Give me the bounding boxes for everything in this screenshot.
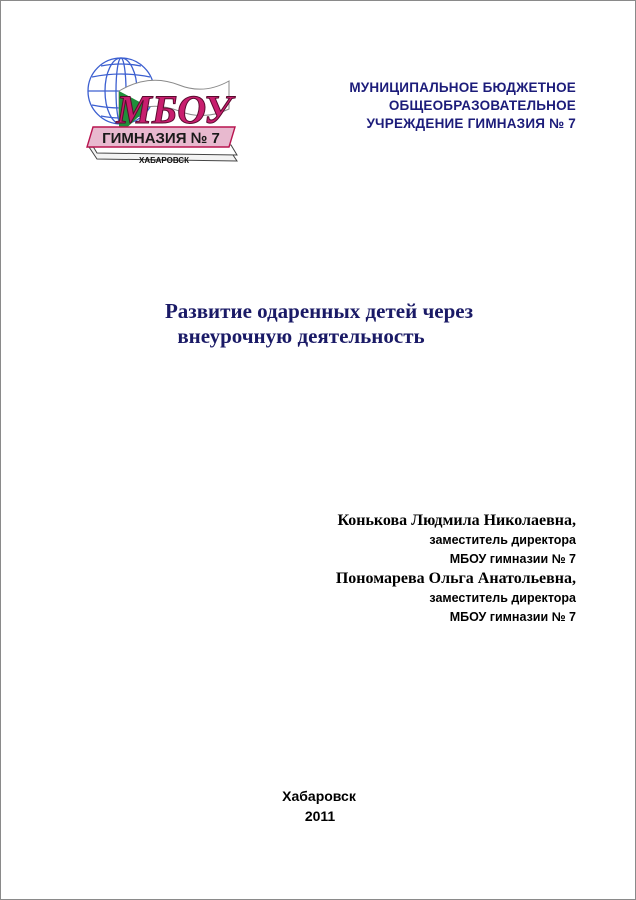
logo-banner-text: ГИМНАЗИЯ № 7 xyxy=(102,130,220,147)
title-line: внеурочную деятельность xyxy=(177,324,425,348)
organization-line: МУНИЦИПАЛЬНОЕ БЮДЖЕТНОЕ xyxy=(349,80,576,95)
document-footer xyxy=(1,786,636,826)
organization-line: ОБЩЕОБРАЗОВАТЕЛЬНОЕ xyxy=(388,98,576,113)
logo-graphic xyxy=(79,51,247,173)
author-organization: МБОУ гимназии № 7 xyxy=(449,610,576,624)
footer-city: Хабаровск xyxy=(282,788,356,804)
authors-block xyxy=(336,511,576,627)
author-name: Пономарева Ольга Анатольевна, xyxy=(335,570,576,587)
author-name: Конькова Людмила Николаевна, xyxy=(337,512,576,529)
organization-name xyxy=(349,79,576,133)
logo-mark: МБОУ xyxy=(116,87,232,132)
title-line: Развитие одаренных детей через xyxy=(164,299,474,323)
author-position: заместитель директора xyxy=(429,533,576,547)
gymnasium-logo xyxy=(79,51,247,173)
author-organization: МБОУ гимназии № 7 xyxy=(449,552,576,566)
footer-year: 2011 xyxy=(304,808,336,824)
organization-line: УЧРЕЖДЕНИЕ ГИМНАЗИЯ № 7 xyxy=(366,116,576,131)
document-title xyxy=(1,299,636,349)
logo-city-text: ХАБАРОВСК xyxy=(139,156,189,165)
author-position: заместитель директора xyxy=(429,591,576,605)
